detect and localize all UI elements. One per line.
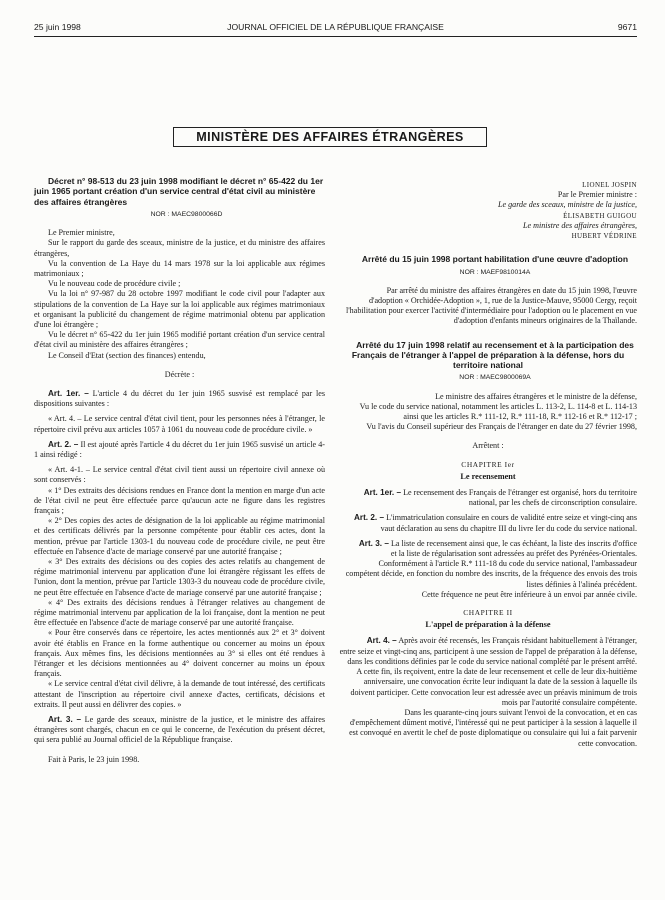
decree-fait: Fait à Paris, le 23 juin 1998.	[48, 754, 140, 764]
article-label: Art. 3. –	[48, 715, 82, 725]
decree-para: Vu le nouveau code de procédure civile ;	[48, 279, 181, 289]
ministry-banner: MINISTÈRE DES AFFAIRES ÉTRANGÈRES	[173, 127, 487, 147]
article-label: Art. 1er. –	[363, 488, 402, 498]
decree-article-1	[34, 389, 325, 409]
arrete2-title: Arrêté du 17 juin 1998 relatif au recensement et à la participation des Français de l'étranger à l'appel de préparation à la défense, hors du territoire national	[351, 339, 634, 371]
header-rule	[34, 36, 637, 37]
arrete2-article-1	[339, 488, 637, 508]
chapter-2-title: L'appel de préparation à la défense	[425, 620, 551, 630]
article-label: Art. 4. –	[366, 636, 397, 646]
arrete2-para: Cette fréquence ne peut être inférieure à un envoi par année civile.	[421, 589, 637, 599]
header-date: 25 juin 1998	[34, 22, 81, 32]
decree-para: Vu la loi n° 97-987 du 28 octobre 1997 modifiant le code civil pour l'adapter aux stipulations de la convention de La Haye sur la loi applicable aux régimes matrimoniaux et organisant la publicité du changement de régime matrimonial obtenu par application d'une loi étrangère ;	[34, 289, 325, 329]
arrete2-para: Dans les quarante-cinq jours suivant l'envoi de la convocation, et en cas d'empêchement dûment motivé, l'intéressé qui ne peut participer à la session à laquelle il est convoqué en avertit le chef de poste diplomatique ou consulaire qui lui a fait parvenir cette convocation.	[349, 707, 637, 748]
header-page-number: 9671	[617, 22, 637, 32]
arrete1-text: Par arrêté du ministre des affaires étrangères en date du 15 juin 1998, l'œuvre d'adoption « Orchidée-Adoption », 1, rue de la Justice-Mauve, 95000 Cergy, reçoit l'habilitation pour exercer l'activité d'intermédiaire pour l'adoption ou le placement en vue d'adoption d'enfants mineurs originaires de la Thaïlande.	[345, 285, 637, 326]
arrete2-article-3	[339, 539, 637, 559]
signature-garde-title: Le garde des sceaux, ministre de la justice,	[498, 200, 637, 210]
arrete2-article-2	[339, 513, 637, 533]
arrete1-nor: NOR : MAEF9810014A	[459, 268, 531, 276]
decree-para: Vu le décret n° 65-422 du 1er juin 1965 modifié portant création d'un service central d'état civil au ministère des affaires étrangères ;	[34, 330, 325, 350]
decree-para: Le Premier ministre,	[48, 228, 115, 238]
signer-vedrine: HUBERT VÉDRINE	[571, 232, 637, 241]
decree-para: « Pour être conservés dans ce répertoire, les actes mentionnés aux 2° et 3° doivent avoir été établis en France en la forme authentique ou concerner au moins un époux français. Aux mêmes fins, les décisions mentionnées au 3° si elles ont été rendues à l'étranger et les décisions mentionnées au 4° doivent concerner au moins un époux français.	[34, 628, 325, 679]
decree-article-3	[34, 715, 325, 746]
article-label: Art. 2. –	[48, 439, 79, 449]
chapter-2-heading: CHAPITRE II	[463, 608, 513, 618]
arrete2-article-4	[339, 636, 637, 667]
decree-item: « 4° Des extraits des décisions rendues à l'étranger relatives au changement de régime matrimonial intervenu par application de la loi française, dont la mention ne peut être effectuée en l'absence d'acte de mariage conservé par une autorité française.	[34, 597, 325, 628]
arrete2-nor: NOR : MAEC9800069A	[459, 374, 531, 382]
arrete2-para: Conformément à l'article R.* 111-18 du code du service national, l'ambassadeur compétent décide, en fonction du nombre des inscrits, de la fréquence des envois des trois listes définies à l'alinéa précédent.	[345, 559, 637, 589]
arrete2-para: Le ministre des affaires étrangères et le ministre de la défense,	[435, 391, 637, 401]
chapter-1-heading: CHAPITRE Ier	[461, 459, 515, 469]
arrete2-para: Vu l'avis du Conseil supérieur des Français de l'étranger en date du 27 février 1998,	[366, 422, 637, 432]
decree-item: « 2° Des copies des actes de désignation de la loi applicable au régime matrimonial et des certificats délivrés par la personne compétente pour établir ces actes, dont la mention, prévue par l'article 1303-1 du nouveau code de procédure civile, ne peut être effectuée en l'absence d'acte de mariage conservé par une autorité française ;	[34, 516, 325, 556]
arrete2-para: A cette fin, ils reçoivent, entre la date de leur recensement et celle de leur dix-huitième anniversaire, une convocation écrite leur indiquant la date de la session à laquelle ils doivent participer. Cette convocation leur est adressée avec un préavis minimum de trois mois par l'autorité consulaire compétente.	[350, 667, 637, 707]
article-text: Il est ajouté après l'article 4 du décret du 1er juin 1965 susvisé un article 4-1 ainsi rédigé :	[34, 439, 325, 459]
signer-guigou: ÉLISABETH GUIGOU	[563, 211, 637, 220]
decree-para: Vu la convention de La Haye du 14 mars 1978 sur la loi applicable aux régimes matrimoniaux ;	[34, 258, 325, 278]
arrete1-title: Arrêté du 15 juin 1998 portant habilitation d'une œuvre d'adoption	[361, 254, 629, 265]
header-journal-title: JOURNAL OFFICIEL DE LA RÉPUBLIQUE FRANÇAISE	[227, 22, 444, 32]
article-label: Art. 2. –	[353, 513, 385, 523]
decree-item: « 3° Des extraits des décisions ou des copies des actes relatifs au changement de régime matrimonial intervenu par application d'une loi étrangère régissant les effets de l'union, dont la mention, prévue par l'article 1303-3 du nouveau code de procédure civile, ne peut être effectuée en l'absence d'acte de mariage conservé par une autorité française ;	[34, 556, 325, 597]
decree-article-2	[34, 440, 325, 460]
decree-para: Le Conseil d'Etat (section des finances) entendu,	[48, 350, 206, 360]
arrete2-para: Vu le code du service national, notamment les articles L. 113-2, L. 114-8 et L. 114-13 ainsi que les articles R.* 111-12, R.* 111-18, R.* 112-16 et R.* 112-17 ;	[359, 401, 637, 422]
article-text: Le recensement des Français de l'étranger est organisé, hors du territoire national, par les chefs de circonscription consulaire.	[403, 488, 637, 508]
decree-para: « Art. 4. – Le service central d'état civil tient, pour les personnes nées à l'étranger, le répertoire civil prévu aux articles 1057 à 1061 du nouveau code de procédure civile. »	[34, 414, 325, 434]
signature-ministre-title: Le ministre des affaires étrangères,	[523, 220, 637, 230]
article-label: Art. 3. –	[358, 538, 389, 548]
article-text: Le garde des sceaux, ministre de la justice, et le ministre des affaires étrangères sont chargés, chacun en ce qui le concerne, de l'exécution du présent décret, qui sera publié au Journal officiel de la République française.	[34, 715, 325, 745]
signature-par: Par le Premier ministre :	[557, 190, 637, 200]
decree-title: Décret n° 98-513 du 23 juin 1998 modifiant le décret n° 65-422 du 1er juin 1965 portant création d'un service central d'état civil au ministère des affaires étrangères	[34, 176, 324, 207]
decree-para: « Le service central d'état civil délivre, à la demande de tout intéressé, des certificats attestant de l'inscription au répertoire civil annexe d'actes, certificats, décisions et extraits. Il peut aussi en délivrer des copies. »	[34, 679, 325, 709]
chapter-1-title: Le recensement	[460, 471, 516, 481]
page-header	[34, 22, 637, 36]
arrete2-arretent: Arrêtent :	[472, 441, 504, 451]
right-column	[339, 180, 637, 749]
left-column	[34, 176, 325, 765]
decree-nor: NOR : MAEC9800066D	[150, 210, 223, 218]
article-label: Art. 1er. –	[48, 388, 89, 398]
signature-block	[339, 180, 637, 241]
signer-prime-minister: LIONEL JOSPIN	[582, 181, 637, 189]
decree-decrete: Décrète :	[164, 369, 195, 379]
decree-item: « 1° Des extraits des décisions rendues en France dont la mention en marge d'un acte de l'état civil ne peut être effectuée parce qu'aucun acte ne figure dans les registres français ;	[34, 485, 325, 515]
decree-para: « Art. 4-1. – Le service central d'état civil tient aussi un répertoire civil annexe où sont conservés :	[34, 465, 325, 485]
article-text: L'immatriculation consulaire en cours de validité entre seize et vingt-cinq ans vaut déclaration au sens du chapitre III du livre Ier du code du service national.	[380, 513, 637, 533]
article-text: L'article 4 du décret du 1er juin 1965 susvisé est remplacé par les dispositions suivantes :	[34, 388, 325, 409]
decree-para: Sur le rapport du garde des sceaux, ministre de la justice, et du ministre des affaires étrangères,	[34, 238, 325, 258]
article-text: La liste de recensement ainsi que, le cas échéant, la liste des inscrits d'office et la liste de régularisation sont adressées au préfet des Pyrénées-Orientales.	[390, 538, 637, 559]
article-text: Après avoir été recensés, les Français résidant habituellement à l'étranger, entre seize et vingt-cinq ans, participent à une session de l'appel de préparation à la défense, dans les conditions définies par le code du service national complété par le présent arrêté.	[339, 636, 637, 666]
